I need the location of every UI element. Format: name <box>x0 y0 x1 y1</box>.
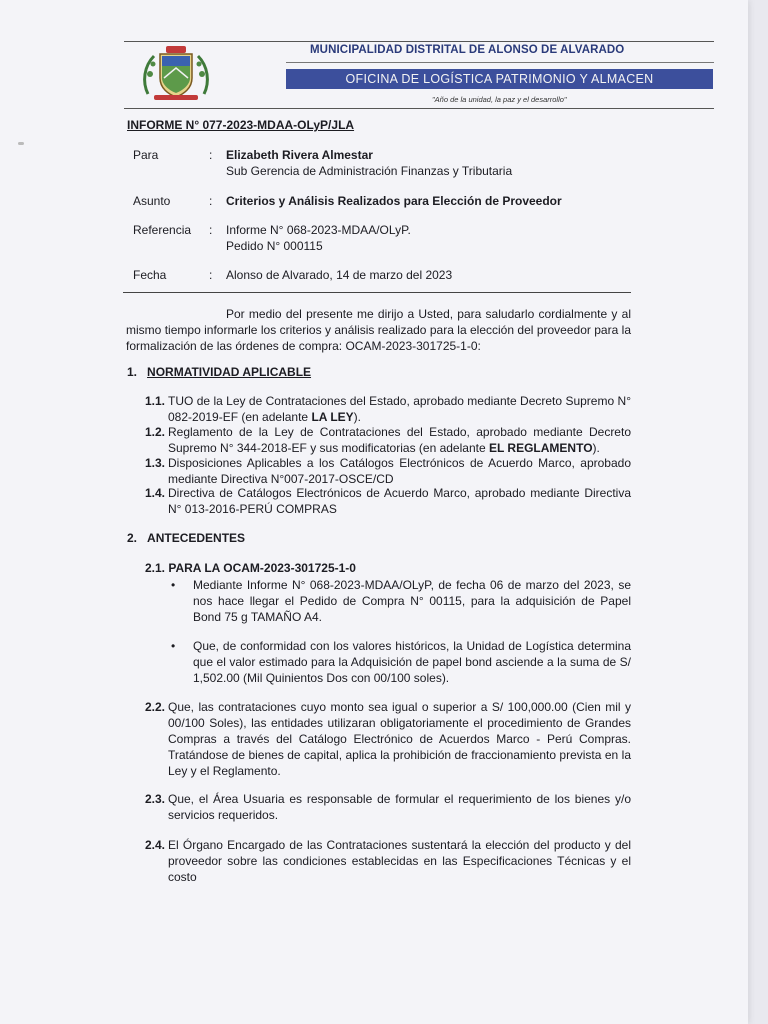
section-1-number: 1. <box>127 365 138 379</box>
bullet-text: Que, de conformidad con los valores históricos, la Unidad de Logística determina que el valor estimado para la Adquisición de papel bond asciende a la suma de S/ 1,502.00 (Mil Quinientos Dos con 00/100 soles). <box>193 639 631 685</box>
municipal-crest-icon <box>140 44 212 102</box>
report-title: INFORME N° 077-2023-MDAA-OLyP/JLA <box>127 118 355 132</box>
item-number: 1.3. <box>145 456 166 470</box>
header-divider <box>123 292 631 293</box>
item-number: 2.4. <box>145 838 166 852</box>
para-colon: : <box>209 148 213 162</box>
header-bottom-rule <box>124 108 714 109</box>
municipality-name: MUNICIPALIDAD DISTRITAL DE ALONSO DE ALVARADO <box>310 44 625 56</box>
referencia-line-2: Pedido N° 000115 <box>226 239 323 253</box>
item-number: 1.2. <box>145 425 166 439</box>
intro-paragraph: Por medio del presente me dirijo a Usted, para saludarlo cordialmente y al mismo tiempo informarle los criterios y análisis realizado para la elección del proveedor para la formalización de las órdenes de compra: OCAM-2023-301725-1-0: <box>126 307 631 353</box>
item-text: Que, las contrataciones cuyo monto sea igual o superior a S/ 100,000.00 (Cien mil y 00/100 Soles), las entidades utilizaran obligatoriamente el procedimiento de Grandes Compras a través del Catálogo Electrónico de Acuerdos Marco - Perú Compras. Tratándose de bienes de capital, aplica la prohibición de fraccionamiento prevista en la Ley y el Reglamento. <box>168 700 631 778</box>
item-1-2 <box>145 424 631 456</box>
year-motto: "Año de la unidad, la paz y el desarrollo" <box>432 95 567 104</box>
asunto-label: Asunto <box>133 194 171 208</box>
item-bold-text: EL REGLAMENTO <box>488 441 593 455</box>
referencia-label: Referencia <box>133 223 192 237</box>
section-1-heading <box>127 365 311 379</box>
referencia-line-1: Informe N° 068-2023-MDAA/OLyP. <box>226 223 411 237</box>
header-top-rule <box>124 41 714 42</box>
para-label: Para <box>133 148 159 162</box>
item-bold-text: LA LEY <box>311 410 354 424</box>
bullet-1 <box>171 577 631 625</box>
bullet-text: Mediante Informe N° 068-2023-MDAA/OLyP, de fecha 06 de marzo del 2023, se nos hace llegar el Pedido de Compra N° 00115, para la adquisición de Papel Bond 75 g TAMAÑO A4. <box>193 578 631 624</box>
item-number: 2.2. <box>145 700 166 714</box>
item-text: El Órgano Encargado de las Contrataciones sustentará la elección del producto y del proveedor sobre las condiciones establecidas en las Especificaciones Técnicas y el costo <box>168 838 631 884</box>
item-text: Que, el Área Usuaria es responsable de formular el requerimiento de los bienes y/o servicios requeridos. <box>168 792 631 822</box>
item-text-end: ). <box>353 410 362 424</box>
section-2-title: ANTECEDENTES <box>147 531 246 545</box>
item-text: TUO de la Ley de Contrataciones del Estado, aprobado mediante Decreto Supremo N° 082-2019-EF (en adelante <box>168 394 631 424</box>
office-banner: OFICINA DE LOGÍSTICA PATRIMONIO Y ALMACEN <box>286 69 713 89</box>
para-value <box>226 147 512 179</box>
asunto-value: Criterios y Análisis Realizados para Elección de Proveedor <box>226 194 562 208</box>
item-text: Directiva de Catálogos Electrónicos de Acuerdo Marco, aprobado mediante Directiva N° 013-2016-PERÚ COMPRAS <box>168 486 631 516</box>
item-1-3 <box>145 455 631 487</box>
item-2-3 <box>145 791 631 823</box>
fecha-value: Alonso de Alvarado, 14 de marzo del 2023 <box>226 268 453 282</box>
bullet-glyph: • <box>171 639 176 653</box>
para-name: Elizabeth Rivera Almestar <box>226 148 373 162</box>
item-2-2 <box>145 699 631 779</box>
fecha-label: Fecha <box>133 268 167 282</box>
item-1-4 <box>145 485 631 517</box>
asunto-colon: : <box>209 194 213 208</box>
para-department: Sub Gerencia de Administración Finanzas y Tributaria <box>226 164 513 178</box>
referencia-colon: : <box>209 223 213 237</box>
item-number: 2.3. <box>145 792 166 806</box>
item-text: Reglamento de la Ley de Contrataciones del Estado, aprobado mediante Decreto Supremo N° 344-2018-EF y sus modificatorias (en adelante <box>168 425 631 455</box>
subsection-2-1-title: 2.1. PARA LA OCAM-2023-301725-1-0 <box>145 561 356 575</box>
bullet-2 <box>171 638 631 686</box>
item-number: 1.4. <box>145 486 166 500</box>
referencia-value <box>226 222 411 254</box>
section-2-heading <box>127 531 245 545</box>
item-2-4 <box>145 837 631 885</box>
item-text-end: ). <box>592 441 600 455</box>
section-2-number: 2. <box>127 531 138 545</box>
fecha-colon: : <box>209 268 213 282</box>
item-text: Disposiciones Aplicables a los Catálogos Electrónicos de Acuerdo Marco, aprobado mediante Directiva N°007-2017-OSCE/CD <box>168 456 631 486</box>
section-1-title: NORMATIVIDAD APLICABLE <box>147 365 312 379</box>
item-1-1 <box>145 393 631 425</box>
bullet-glyph: • <box>171 578 176 592</box>
scan-mark <box>18 142 24 145</box>
header-mid-rule <box>286 62 714 63</box>
item-number: 1.1. <box>145 394 166 408</box>
